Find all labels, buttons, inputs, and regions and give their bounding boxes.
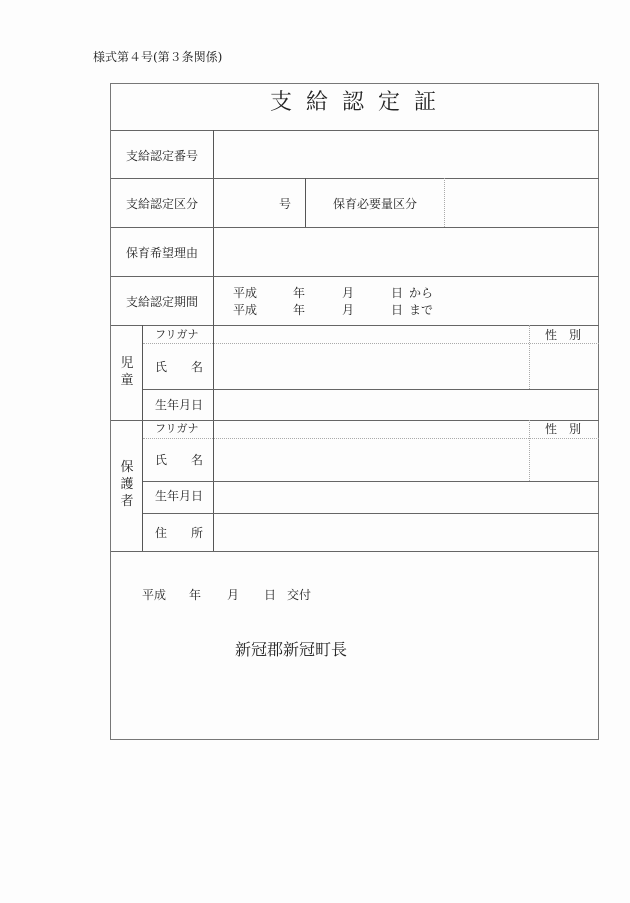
issue-era: 平成 (142, 588, 167, 602)
child-name-label: 氏 名 (155, 360, 204, 374)
divider (111, 551, 599, 552)
period-to-era: 平成 (233, 303, 258, 317)
guardian-furigana-label: フリガナ (155, 422, 199, 435)
guardian-address-field[interactable] (214, 514, 599, 551)
issuer-name: 新冠郡新冠町長 (235, 640, 348, 659)
need-level-label: 保育必要量区分 (333, 197, 418, 211)
need-level-field[interactable] (445, 179, 599, 227)
period-field[interactable] (214, 277, 599, 325)
period-from-era: 平成 (233, 286, 258, 300)
issue-month: 月 (227, 588, 240, 602)
period-to-day: 日 (391, 303, 404, 317)
divider (305, 178, 306, 227)
guardian-gender-field[interactable] (530, 439, 599, 480)
guardian-name-field[interactable] (214, 439, 528, 480)
period-to-year: 年 (293, 303, 306, 317)
cert-number-label: 支給認定番号 (126, 149, 199, 163)
period-label: 支給認定期間 (126, 295, 199, 309)
guardian-gender-label: 性 別 (545, 422, 582, 436)
child-name-field[interactable] (214, 344, 528, 388)
period-from-month: 月 (342, 286, 355, 300)
child-gender-label: 性 別 (545, 328, 582, 342)
reason-field[interactable] (214, 228, 599, 276)
guardian-group-label: 保護者 (120, 460, 134, 509)
period-from-day: 日 (391, 286, 404, 300)
issue-year: 年 (189, 588, 202, 602)
guardian-dob-field[interactable] (214, 482, 599, 512)
child-dob-field[interactable] (214, 390, 599, 420)
certificate-form (110, 83, 599, 740)
issue-tail: 交付 (287, 588, 312, 602)
guardian-furigana-field[interactable] (214, 421, 528, 438)
period-to-tail: まで (409, 303, 434, 317)
period-from-year: 年 (293, 286, 306, 300)
cert-number-field[interactable] (214, 131, 599, 178)
guardian-address-label: 住 所 (155, 526, 204, 540)
reason-label: 保育希望理由 (126, 246, 199, 260)
child-dob-label: 生年月日 (155, 398, 204, 412)
issue-day: 日 (264, 588, 277, 602)
period-from-tail: から (409, 286, 434, 300)
form-reference: 様式第４号(第３条関係) (93, 50, 223, 64)
cert-category-label: 支給認定区分 (126, 197, 199, 211)
guardian-name-label: 氏 名 (155, 453, 204, 467)
child-gender-field[interactable] (530, 344, 599, 388)
period-to-month: 月 (342, 303, 355, 317)
child-furigana-label: フリガナ (155, 328, 199, 341)
child-group-label: 児童 (120, 356, 134, 388)
guardian-dob-label: 生年月日 (155, 489, 204, 503)
form-title: 支給認定証 (269, 90, 451, 115)
child-furigana-field[interactable] (214, 326, 528, 343)
category-suffix: 号 (279, 197, 292, 211)
